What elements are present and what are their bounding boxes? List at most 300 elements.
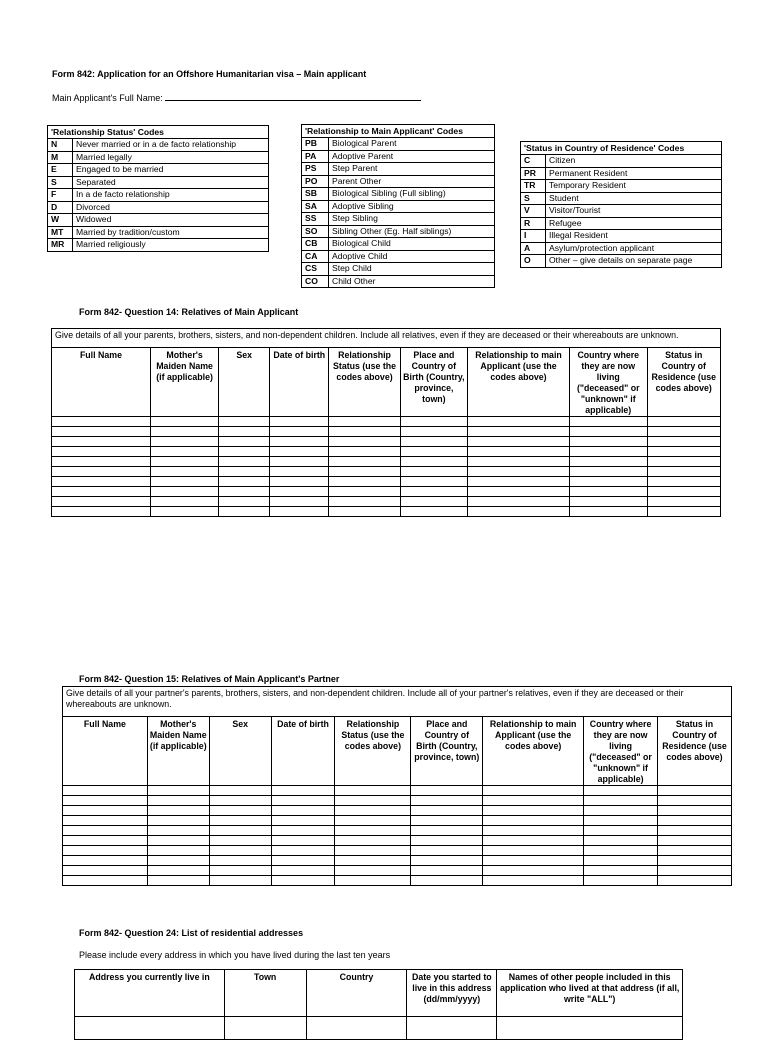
table-cell[interactable] — [270, 467, 329, 477]
table-cell[interactable] — [658, 806, 732, 816]
q15-title: Form 842- Question 15: Relatives of Main Applicant's Partner — [79, 674, 340, 684]
table-row[interactable] — [63, 806, 732, 816]
table-cell[interactable] — [63, 846, 148, 856]
relationship-to-main-row — [302, 250, 495, 263]
status-residence-row — [521, 192, 722, 205]
table-cell[interactable] — [271, 846, 335, 856]
table-cell[interactable] — [483, 786, 584, 796]
q15-intro: Give details of all your partner's parents, brothers, sisters, and non-dependent children. Include all of your partner's relatives, even if they are deceased or their whereabouts are unknown. — [63, 687, 732, 717]
table-cell[interactable] — [52, 427, 151, 437]
table-cell[interactable] — [647, 507, 721, 517]
table-cell[interactable] — [271, 826, 335, 836]
status-residence-label: Refugee — [546, 217, 722, 230]
table-cell[interactable] — [219, 497, 270, 507]
table-cell[interactable] — [400, 447, 467, 457]
table-cell[interactable] — [209, 876, 271, 886]
table-cell[interactable] — [147, 806, 209, 816]
table-cell[interactable] — [400, 427, 467, 437]
relationship-to-main-label: Step Sibling — [329, 213, 495, 226]
table-cell[interactable] — [329, 457, 400, 467]
table-cell[interactable] — [209, 826, 271, 836]
relationship-to-main-label: Biological Sibling (Full sibling) — [329, 188, 495, 201]
table-cell[interactable] — [483, 856, 584, 866]
table-cell[interactable] — [209, 786, 271, 796]
table-cell[interactable] — [150, 437, 218, 447]
table-cell[interactable] — [468, 507, 570, 517]
relationship-status-code: E — [48, 164, 73, 177]
table-cell[interactable] — [329, 487, 400, 497]
table-cell[interactable] — [411, 866, 483, 876]
status-residence-code: O — [521, 255, 546, 268]
status-residence-code: R — [521, 217, 546, 230]
q24-address-table — [74, 969, 683, 1040]
table-row[interactable] — [52, 507, 721, 517]
table-row[interactable] — [52, 447, 721, 457]
table-cell[interactable] — [52, 467, 151, 477]
relationship-status-label: Married by tradition/custom — [73, 226, 269, 239]
table-cell[interactable] — [63, 836, 148, 846]
table-cell[interactable] — [570, 477, 648, 487]
table-cell[interactable] — [209, 806, 271, 816]
town-cell[interactable] — [224, 1017, 306, 1040]
q15-col-mother-s-maiden-name-if-applic: Mother's Maiden Name (if applicable) — [147, 717, 209, 786]
q24-title: Form 842- Question 24: List of residential addresses — [79, 928, 304, 938]
relationship-to-main-code: PA — [302, 150, 329, 163]
relationship-to-main-label: Step Child — [329, 263, 495, 276]
table-cell[interactable] — [150, 457, 218, 467]
relationship-status-label: Married religiously — [73, 239, 269, 252]
table-row[interactable] — [52, 487, 721, 497]
table-cell[interactable] — [150, 507, 218, 517]
table-cell[interactable] — [219, 447, 270, 457]
q14-rows — [52, 417, 721, 517]
relationship-status-row — [48, 176, 269, 189]
table-cell[interactable] — [483, 806, 584, 816]
address-cell[interactable] — [75, 1017, 225, 1040]
relationship-to-main-row — [302, 213, 495, 226]
table-cell[interactable] — [411, 786, 483, 796]
status-residence-label: Permanent Resident — [546, 167, 722, 180]
table-cell[interactable] — [658, 836, 732, 846]
status-residence-row — [521, 155, 722, 168]
table-cell[interactable] — [483, 836, 584, 846]
table-cell[interactable] — [52, 417, 151, 427]
table-cell[interactable] — [584, 796, 658, 806]
table-cell[interactable] — [270, 507, 329, 517]
table-cell[interactable] — [329, 477, 400, 487]
relationship-to-main-code: CS — [302, 263, 329, 276]
table-cell[interactable] — [147, 826, 209, 836]
table-cell[interactable] — [63, 806, 148, 816]
relationship-to-main-code: SS — [302, 213, 329, 226]
table-row[interactable] — [52, 497, 721, 507]
status-residence-code: TR — [521, 180, 546, 193]
table-cell[interactable] — [647, 487, 721, 497]
relationship-status-code: F — [48, 189, 73, 202]
table-cell[interactable] — [63, 826, 148, 836]
table-cell[interactable] — [219, 417, 270, 427]
status-residence-row — [521, 255, 722, 268]
table-row[interactable] — [52, 477, 721, 487]
relationship-status-label: Married legally — [73, 151, 269, 164]
table-cell[interactable] — [63, 856, 148, 866]
table-cell[interactable] — [209, 816, 271, 826]
table-cell[interactable] — [584, 786, 658, 796]
relationship-to-main-label: Adoptive Sibling — [329, 200, 495, 213]
table-cell[interactable] — [570, 487, 648, 497]
table-cell[interactable] — [411, 876, 483, 886]
relationship-to-main-row — [302, 275, 495, 288]
table-cell[interactable] — [219, 467, 270, 477]
table-cell[interactable] — [411, 836, 483, 846]
table-cell[interactable] — [52, 487, 151, 497]
table-cell[interactable] — [219, 507, 270, 517]
table-cell[interactable] — [411, 826, 483, 836]
table-cell[interactable] — [468, 497, 570, 507]
table-cell[interactable] — [270, 417, 329, 427]
relationship-to-main-label: Adoptive Parent — [329, 150, 495, 163]
table-cell[interactable] — [52, 507, 151, 517]
relationship-status-code: D — [48, 201, 73, 214]
table-cell[interactable] — [400, 497, 467, 507]
table-cell[interactable] — [658, 786, 732, 796]
relationship-to-main-row — [302, 200, 495, 213]
table-cell[interactable] — [570, 427, 648, 437]
table-cell[interactable] — [647, 427, 721, 437]
table-cell[interactable] — [271, 836, 335, 846]
status-residence-row — [521, 217, 722, 230]
table-cell[interactable] — [209, 856, 271, 866]
table-cell[interactable] — [411, 816, 483, 826]
status-residence-code: V — [521, 205, 546, 218]
table-cell[interactable] — [647, 477, 721, 487]
relationship-status-label: Engaged to be married — [73, 164, 269, 177]
status-residence-label: Citizen — [546, 155, 722, 168]
status-residence-codes-table — [520, 141, 722, 268]
table-cell[interactable] — [483, 796, 584, 806]
table-cell[interactable] — [584, 846, 658, 856]
table-cell[interactable] — [270, 477, 329, 487]
table-cell[interactable] — [658, 816, 732, 826]
table-cell[interactable] — [400, 507, 467, 517]
table-cell[interactable] — [329, 497, 400, 507]
table-cell[interactable] — [271, 856, 335, 866]
table-cell[interactable] — [468, 477, 570, 487]
q14-col-country-where-they-are-now-liv: Country where they are now living ("deceased" or "unknown" if applicable) — [570, 348, 648, 417]
table-cell[interactable] — [270, 487, 329, 497]
table-cell[interactable] — [483, 846, 584, 856]
table-cell[interactable] — [483, 876, 584, 886]
table-cell[interactable] — [150, 477, 218, 487]
table-cell[interactable] — [271, 816, 335, 826]
table-cell[interactable] — [411, 806, 483, 816]
table-cell[interactable] — [570, 437, 648, 447]
table-cell[interactable] — [147, 836, 209, 846]
table-cell[interactable] — [658, 876, 732, 886]
table-cell[interactable] — [411, 846, 483, 856]
table-cell[interactable] — [468, 427, 570, 437]
relationship-to-main-row — [302, 163, 495, 176]
relationship-status-row — [48, 189, 269, 202]
relationship-to-main-label: Biological Parent — [329, 138, 495, 151]
table-cell[interactable] — [150, 467, 218, 477]
q14-col-sex: Sex — [219, 348, 270, 417]
q15-col-relationship-to-main-applicant: Relationship to main Applicant (use the codes above) — [483, 717, 584, 786]
status-residence-heading: 'Status in Country of Residence' Codes — [521, 142, 722, 155]
relationship-status-label: Separated — [73, 176, 269, 189]
status-residence-row — [521, 167, 722, 180]
table-cell[interactable] — [570, 417, 648, 427]
table-row[interactable] — [63, 856, 732, 866]
table-cell[interactable] — [400, 487, 467, 497]
relationship-status-label: In a de facto relationship — [73, 189, 269, 202]
relationship-to-main-row — [302, 263, 495, 276]
table-cell[interactable] — [63, 866, 148, 876]
table-cell[interactable] — [209, 836, 271, 846]
table-cell[interactable] — [271, 786, 335, 796]
table-cell[interactable] — [52, 447, 151, 457]
relationship-to-main-code: PB — [302, 138, 329, 151]
table-cell[interactable] — [335, 796, 411, 806]
table-row[interactable] — [63, 846, 732, 856]
table-cell[interactable] — [584, 866, 658, 876]
table-cell[interactable] — [658, 796, 732, 806]
status-residence-row — [521, 205, 722, 218]
country-cell[interactable] — [306, 1017, 407, 1040]
table-cell[interactable] — [52, 457, 151, 467]
table-cell[interactable] — [584, 856, 658, 866]
relationship-to-main-row — [302, 138, 495, 151]
relationship-status-code: MR — [48, 239, 73, 252]
table-cell[interactable] — [468, 417, 570, 427]
relationship-to-main-label: Parent Other — [329, 175, 495, 188]
table-cell[interactable] — [400, 477, 467, 487]
table-cell[interactable] — [209, 866, 271, 876]
table-row[interactable] — [52, 467, 721, 477]
status-residence-label: Other – give details on separate page — [546, 255, 722, 268]
relationship-status-label: Widowed — [73, 214, 269, 227]
table-cell[interactable] — [647, 437, 721, 447]
relationship-status-codes-table — [47, 125, 269, 252]
table-cell[interactable] — [219, 427, 270, 437]
table-cell[interactable] — [329, 507, 400, 517]
table-cell[interactable] — [270, 427, 329, 437]
table-cell[interactable] — [647, 497, 721, 507]
table-cell[interactable] — [270, 457, 329, 467]
table-row[interactable] — [52, 457, 721, 467]
table-cell[interactable] — [147, 846, 209, 856]
relationship-status-row — [48, 226, 269, 239]
table-cell[interactable] — [584, 816, 658, 826]
table-cell[interactable] — [147, 816, 209, 826]
table-cell[interactable] — [400, 457, 467, 467]
q15-col-relationship-status-use-the-co: Relationship Status (use the codes above) — [335, 717, 411, 786]
table-cell[interactable] — [270, 437, 329, 447]
other-people-cell[interactable] — [497, 1017, 683, 1040]
table-cell[interactable] — [483, 866, 584, 876]
table-cell[interactable] — [219, 487, 270, 497]
q24-row[interactable] — [75, 1017, 683, 1040]
status-residence-label: Temporary Resident — [546, 180, 722, 193]
relationship-status-code: M — [48, 151, 73, 164]
table-cell[interactable] — [52, 437, 151, 447]
table-cell[interactable] — [658, 866, 732, 876]
table-cell[interactable] — [147, 866, 209, 876]
table-cell[interactable] — [209, 846, 271, 856]
table-row[interactable] — [63, 866, 732, 876]
relationship-status-code: MT — [48, 226, 73, 239]
table-cell[interactable] — [468, 467, 570, 477]
table-cell[interactable] — [411, 796, 483, 806]
q14-col-relationship-status-use-the-co: Relationship Status (use the codes above) — [329, 348, 400, 417]
table-cell[interactable] — [584, 836, 658, 846]
relationship-status-code: S — [48, 176, 73, 189]
table-cell[interactable] — [584, 806, 658, 816]
table-row[interactable] — [63, 796, 732, 806]
relationship-to-main-code: SO — [302, 225, 329, 238]
q15-col-place-and-country-of-birth-cou: Place and Country of Birth (Country, province, town) — [411, 717, 483, 786]
table-row[interactable] — [63, 816, 732, 826]
table-cell[interactable] — [147, 796, 209, 806]
table-cell[interactable] — [150, 487, 218, 497]
table-cell[interactable] — [219, 437, 270, 447]
relationship-to-main-label: Sibling Other (Eg. Half siblings) — [329, 225, 495, 238]
relationship-to-main-code: CB — [302, 238, 329, 251]
table-cell[interactable] — [150, 447, 218, 457]
table-cell[interactable] — [658, 856, 732, 866]
status-residence-code: PR — [521, 167, 546, 180]
table-cell[interactable] — [483, 816, 584, 826]
q15-col-sex: Sex — [209, 717, 271, 786]
relationship-to-main-heading: 'Relationship to Main Applicant' Codes — [302, 125, 495, 138]
table-cell[interactable] — [150, 417, 218, 427]
table-row[interactable] — [63, 826, 732, 836]
table-cell[interactable] — [647, 457, 721, 467]
table-cell[interactable] — [147, 786, 209, 796]
table-cell[interactable] — [658, 826, 732, 836]
q14-relatives-table — [51, 328, 721, 517]
table-cell[interactable] — [335, 816, 411, 826]
q15-col-country-where-they-are-now-liv: Country where they are now living ("deceased" or "unknown" if applicable) — [584, 717, 658, 786]
table-cell[interactable] — [271, 806, 335, 816]
table-cell[interactable] — [147, 856, 209, 866]
table-cell[interactable] — [335, 856, 411, 866]
table-cell[interactable] — [335, 866, 411, 876]
status-residence-row — [521, 230, 722, 243]
full-name-line[interactable] — [165, 91, 421, 101]
table-cell[interactable] — [329, 417, 400, 427]
table-cell[interactable] — [52, 477, 151, 487]
table-cell[interactable] — [63, 816, 148, 826]
table-cell[interactable] — [271, 866, 335, 876]
relationship-to-main-code: PO — [302, 175, 329, 188]
status-residence-row — [521, 180, 722, 193]
q14-header-row — [52, 348, 721, 417]
table-cell[interactable] — [329, 467, 400, 477]
table-cell[interactable] — [468, 487, 570, 497]
table-cell[interactable] — [271, 876, 335, 886]
table-row[interactable] — [52, 437, 721, 447]
q14-col-mother-s-maiden-name-if-applic: Mother's Maiden Name (if applicable) — [150, 348, 218, 417]
table-cell[interactable] — [335, 786, 411, 796]
table-cell[interactable] — [219, 457, 270, 467]
table-cell[interactable] — [270, 497, 329, 507]
table-cell[interactable] — [329, 427, 400, 437]
table-cell[interactable] — [52, 497, 151, 507]
relationship-to-main-code: SB — [302, 188, 329, 201]
table-row[interactable] — [63, 836, 732, 846]
table-cell[interactable] — [150, 427, 218, 437]
table-cell[interactable] — [570, 467, 648, 477]
table-cell[interactable] — [584, 876, 658, 886]
table-cell[interactable] — [209, 796, 271, 806]
table-cell[interactable] — [483, 826, 584, 836]
table-cell[interactable] — [335, 836, 411, 846]
table-cell[interactable] — [335, 826, 411, 836]
relationship-to-main-codes-table — [301, 124, 495, 288]
table-cell[interactable] — [570, 447, 648, 457]
q14-col-full-name: Full Name — [52, 348, 151, 417]
relationship-status-row — [48, 239, 269, 252]
table-cell[interactable] — [270, 447, 329, 457]
q24-instruction: Please include every address in which you have lived during the last ten years — [79, 950, 391, 960]
status-residence-label: Asylum/protection applicant — [546, 242, 722, 255]
relationship-to-main-label: Step Parent — [329, 163, 495, 176]
table-cell[interactable] — [329, 437, 400, 447]
q14-col-status-in-country-of-residence: Status in Country of Residence (use codes above) — [647, 348, 721, 417]
table-cell[interactable] — [468, 457, 570, 467]
table-row[interactable] — [52, 417, 721, 427]
table-cell[interactable] — [658, 846, 732, 856]
status-residence-code: S — [521, 192, 546, 205]
q24-col-address-you-currently-live-in: Address you currently live in — [75, 970, 225, 1017]
table-cell[interactable] — [63, 876, 148, 886]
table-cell[interactable] — [400, 467, 467, 477]
table-cell[interactable] — [570, 507, 648, 517]
table-cell[interactable] — [468, 437, 570, 447]
table-cell[interactable] — [335, 876, 411, 886]
date-started-cell[interactable] — [407, 1017, 497, 1040]
table-cell[interactable] — [150, 497, 218, 507]
q15-col-date-of-birth: Date of birth — [271, 717, 335, 786]
q24-col-country: Country — [306, 970, 407, 1017]
table-cell[interactable] — [271, 796, 335, 806]
table-row[interactable] — [52, 427, 721, 437]
table-cell[interactable] — [329, 447, 400, 457]
table-row[interactable] — [63, 786, 732, 796]
table-cell[interactable] — [584, 826, 658, 836]
table-cell[interactable] — [335, 806, 411, 816]
table-cell[interactable] — [647, 447, 721, 457]
table-cell[interactable] — [411, 856, 483, 866]
table-cell[interactable] — [219, 477, 270, 487]
table-cell[interactable] — [147, 876, 209, 886]
table-cell[interactable] — [63, 786, 148, 796]
table-cell[interactable] — [647, 467, 721, 477]
table-row[interactable] — [63, 876, 732, 886]
full-name-field[interactable] — [52, 91, 421, 103]
table-cell[interactable] — [570, 457, 648, 467]
table-cell[interactable] — [63, 796, 148, 806]
relationship-to-main-row — [302, 175, 495, 188]
table-cell[interactable] — [570, 497, 648, 507]
table-cell[interactable] — [468, 447, 570, 457]
table-cell[interactable] — [335, 846, 411, 856]
relationship-status-code: N — [48, 139, 73, 152]
table-cell[interactable] — [647, 417, 721, 427]
table-cell[interactable] — [400, 417, 467, 427]
table-cell[interactable] — [400, 437, 467, 447]
